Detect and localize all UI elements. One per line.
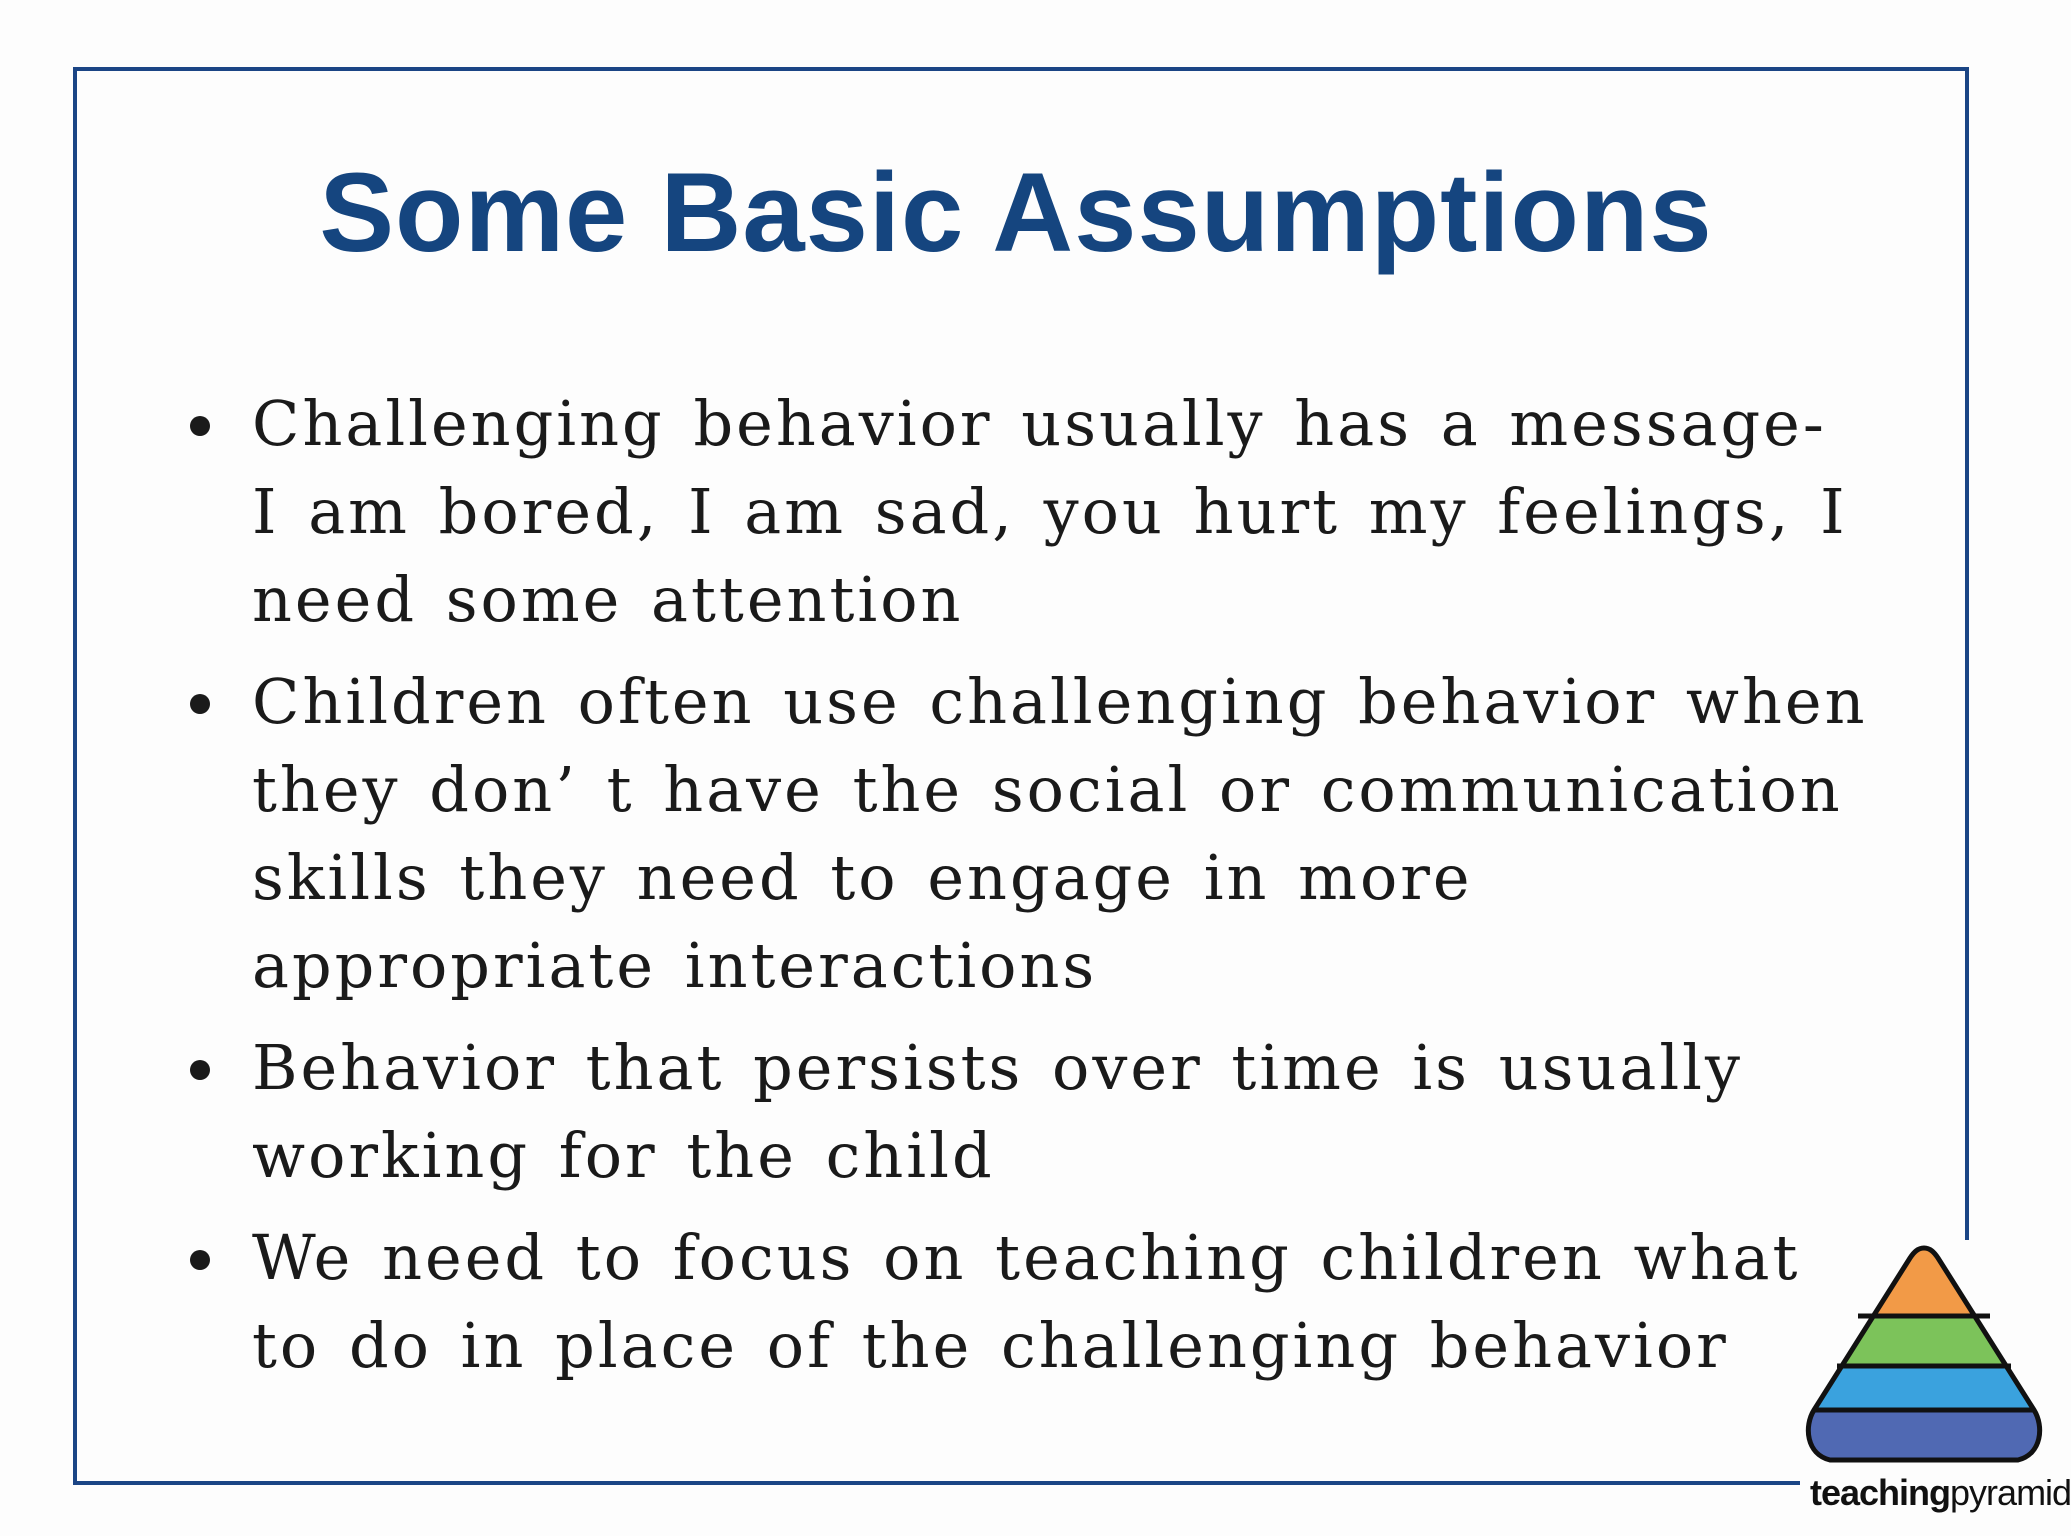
bullet-text: Children often use challenging behavior when they don’ t have the social or communication skills they need to engage in more appropriate interactions: [252, 665, 1868, 1002]
logo-word-pyramid: pyramid: [1950, 1472, 2071, 1513]
pyramid-icon: [1800, 1240, 2048, 1472]
bullet-item: [190, 1024, 1870, 1200]
bullet-dot-icon: [190, 1060, 210, 1080]
teaching-pyramid-logo: [1800, 1240, 2071, 1536]
logo-word-teaching: teaching: [1810, 1472, 1951, 1513]
pyramid-layer-second: [1800, 1316, 2048, 1366]
bullet-item: [190, 658, 1870, 1010]
bullet-dot-icon: [190, 416, 210, 436]
slide-title: Some Basic Assumptions: [319, 150, 1713, 275]
bullet-list: [190, 380, 1870, 1404]
bullet-item: [190, 1214, 1870, 1390]
bullet-text: We need to focus on teaching children what to do in place of the challenging behavior: [252, 1221, 1801, 1382]
bullet-text: Behavior that persists over time is usually working for the child: [252, 1031, 1744, 1192]
bullet-item: [190, 380, 1870, 644]
bullet-dot-icon: [190, 694, 210, 714]
pyramid-layer-top: [1800, 1240, 2048, 1316]
logo-wordmark: [1810, 1472, 2071, 1514]
bullet-text: Challenging behavior usually has a message- I am bored, I am sad, you hurt my feelings, I need some attention: [252, 387, 1848, 636]
bullet-dot-icon: [190, 1250, 210, 1270]
